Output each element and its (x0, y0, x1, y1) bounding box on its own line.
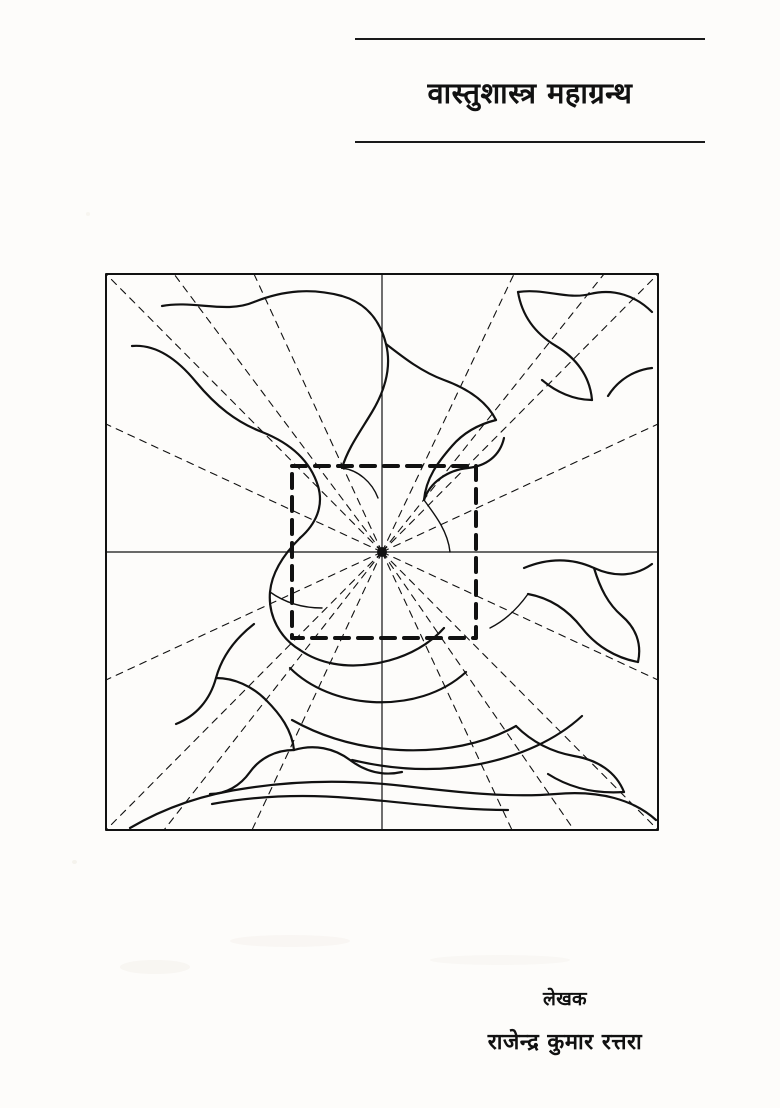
title-block (355, 38, 705, 143)
paper-speck (230, 935, 350, 947)
paper-speck (86, 212, 90, 216)
author-block (400, 985, 730, 1056)
paper-speck (430, 955, 570, 965)
author-name: राजेन्द्र कुमार रत्तरा (487, 1029, 643, 1055)
vastu-purusha-mandala-diagram (104, 272, 660, 832)
purusha-secondary-strokes (270, 468, 528, 628)
title-rule-bottom (355, 141, 705, 143)
center-dot (377, 547, 387, 557)
paper-speck (120, 960, 190, 974)
paper-speck (72, 860, 77, 864)
purusha-outline (130, 291, 656, 828)
page-title: वास्तुशास्त्र महाग्रन्थ (427, 76, 633, 110)
author-role-label: लेखक (543, 988, 587, 1010)
